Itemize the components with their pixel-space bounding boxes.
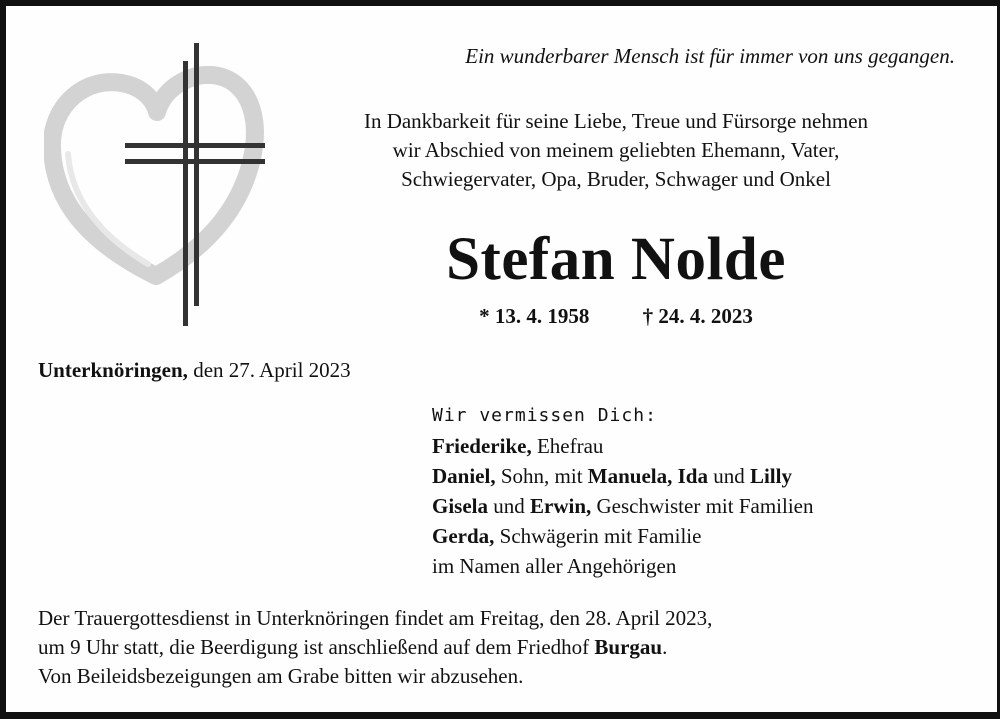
mourner-name: Manuela, Ida (587, 464, 708, 488)
cross-heart-icon (44, 36, 269, 326)
mourner-name: Gerda, (432, 524, 495, 548)
funeral-service-info (38, 604, 938, 691)
mourner-text: und (488, 494, 530, 518)
mourner-text: Ehefrau (531, 434, 604, 458)
birth-date: * 13. 4. 1958 (479, 304, 590, 328)
mourner-name: Gisela (432, 494, 488, 518)
cemetery-name: Burgau (594, 635, 663, 659)
mourner-line: im Namen aller Angehörigen (432, 554, 677, 578)
mourner-line (432, 521, 972, 551)
service-line (38, 633, 938, 662)
signature-heading: Wir vermissen Dich: (432, 405, 657, 426)
service-punctuation: . (662, 635, 668, 659)
mourner-name: Daniel, (432, 464, 496, 488)
service-text: um 9 Uhr statt, die Beerdigung ist anschließend auf dem Friedhof (38, 635, 595, 659)
service-line: Von Beileidsbezeigungen am Grabe bitten wir abzusehen. (38, 664, 524, 688)
mourner-name: Erwin, (530, 494, 592, 518)
mourner-text: und (707, 464, 750, 488)
place-and-date (38, 355, 351, 385)
life-dates (386, 301, 846, 331)
intro-line: wir Abschied von meinem geliebten Ehemann, Vater, (392, 138, 840, 162)
deceased-name: Stefan Nolde (446, 226, 786, 293)
intro-line: In Dankbarkeit für seine Liebe, Treue und Fürsorge nehmen (363, 109, 869, 133)
heart-icon (52, 75, 255, 276)
mourner-name: Lilly (749, 464, 792, 488)
cross-horizontal-icon (125, 159, 265, 164)
mourner-line (432, 461, 972, 491)
cross-vertical-icon (194, 43, 199, 306)
mourner-name: Friederike, (432, 434, 532, 458)
mourner-line (432, 431, 972, 461)
intro-line: Schwiegervater, Opa, Bruder, Schwager und Onkel (401, 167, 831, 191)
mourner-text: Schwägerin mit Familie (494, 524, 702, 548)
motto: Ein wunderbarer Mensch ist für immer von uns gegangen. (465, 44, 955, 68)
death-date: † 24. 4. 2023 (642, 304, 753, 328)
service-line: Der Trauergottesdienst in Unterknöringen findet am Freitag, den 28. April 2023, (38, 606, 713, 630)
notice-date: den 27. April 2023 (187, 358, 351, 382)
cross-vertical-icon (183, 61, 188, 326)
cross-heart-graphic (44, 36, 269, 326)
mourner-text: Geschwister mit Familien (591, 494, 814, 518)
cross-horizontal-icon (125, 143, 265, 148)
intro-text (276, 107, 956, 194)
mourners-signature (432, 401, 972, 581)
mourner-text: Sohn, mit (495, 464, 588, 488)
mourner-line (432, 491, 972, 521)
place-name: Unterknöringen, (38, 358, 188, 382)
